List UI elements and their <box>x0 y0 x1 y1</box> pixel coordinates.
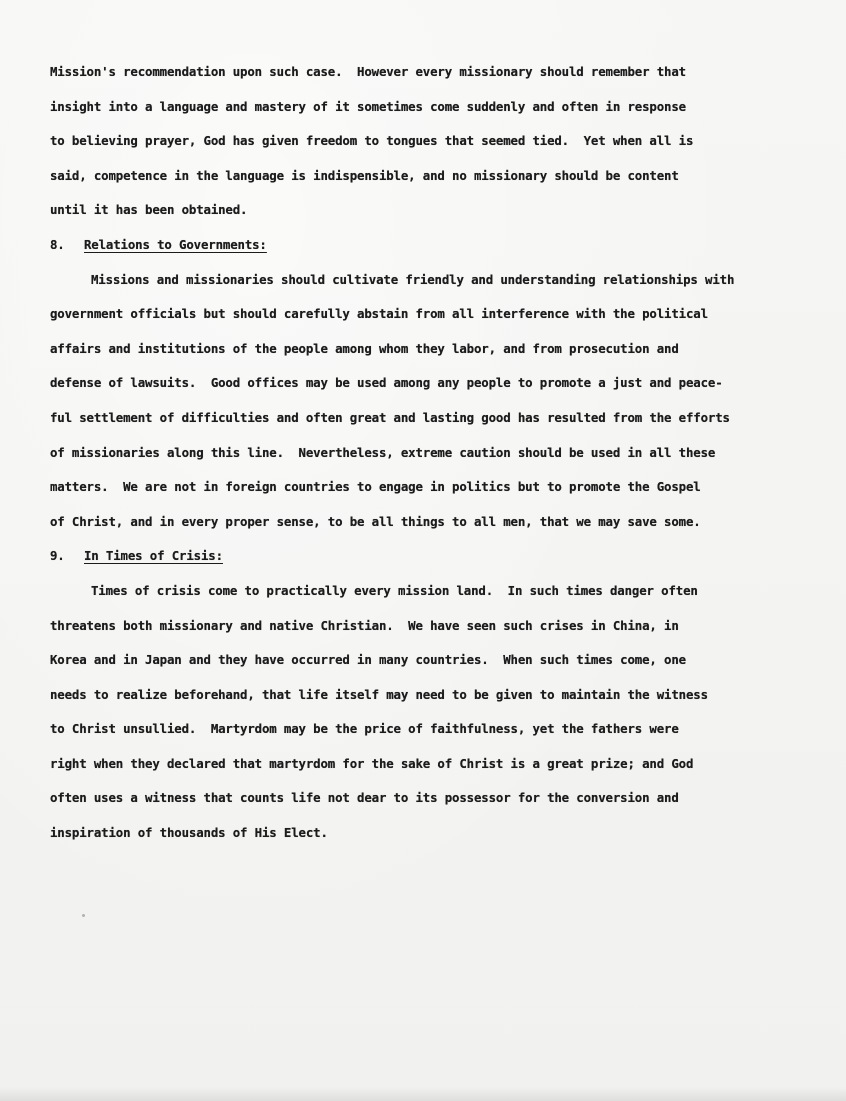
body-line: ful settlement of difficulties and often great and lasting good has resulted from the efforts <box>50 409 730 425</box>
body-line: to Christ unsullied. Martyrdom may be the price of faithfulness, yet the fathers were <box>50 721 679 737</box>
section-title: Relations to Governments: <box>84 236 267 252</box>
body-line: needs to realize beforehand, that life itself may need to be given to maintain the witness <box>50 686 708 702</box>
body-line: Missions and missionaries should cultivate friendly and understanding relationships with <box>91 271 735 287</box>
body-line: right when they declared that martyrdom for the sake of Christ is a great prize; and God <box>50 755 694 771</box>
body-line: said, competence in the language is indispensible, and no missionary should be content <box>50 167 679 183</box>
body-line: Mission's recommendation upon such case. However every missionary should remember that <box>50 64 686 79</box>
body-line: of missionaries along this line. Nevertheless, extreme caution should be used in all these <box>50 444 716 460</box>
body-line: to believing prayer, God has given freedom to tongues that seemed tied. Yet when all is <box>50 133 694 149</box>
section-title: In Times of Crisis: <box>84 548 223 564</box>
body-line: Korea and in Japan and they have occurred in many countries. When such times come, one <box>50 652 686 668</box>
body-line: insight into a language and mastery of it sometimes come suddenly and often in response <box>50 98 686 114</box>
body-line: often uses a witness that counts life not dear to its possessor for the conversion and <box>50 790 679 806</box>
body-line: threatens both missionary and native Christian. We have seen such crises in China, in <box>50 617 679 633</box>
section-heading-9 <box>50 542 840 577</box>
body-line: Times of crisis come to practically every mission land. In such times danger often <box>91 582 698 598</box>
body-line: of Christ, and in every proper sense, to be all things to all men, that we may save some. <box>50 513 701 529</box>
scan-edge-shadow <box>0 1087 846 1101</box>
section-heading-8 <box>50 231 840 266</box>
document-body <box>50 58 840 854</box>
section-number: 9. <box>50 548 65 564</box>
body-line: inspiration of thousands of His Elect. <box>50 825 328 841</box>
body-line: affairs and institutions of the people among whom they labor, and from prosecution and <box>50 340 679 356</box>
body-line: until it has been obtained. <box>50 202 248 218</box>
body-line: defense of lawsuits. Good offices may be used among any people to promote a just and peace- <box>50 375 723 391</box>
body-line: matters. We are not in foreign countries to engage in politics but to promote the Gospel <box>50 479 701 495</box>
paper-speck <box>82 914 85 917</box>
body-line: government officials but should carefully abstain from all interference with the political <box>50 306 708 322</box>
section-number: 8. <box>50 236 65 252</box>
